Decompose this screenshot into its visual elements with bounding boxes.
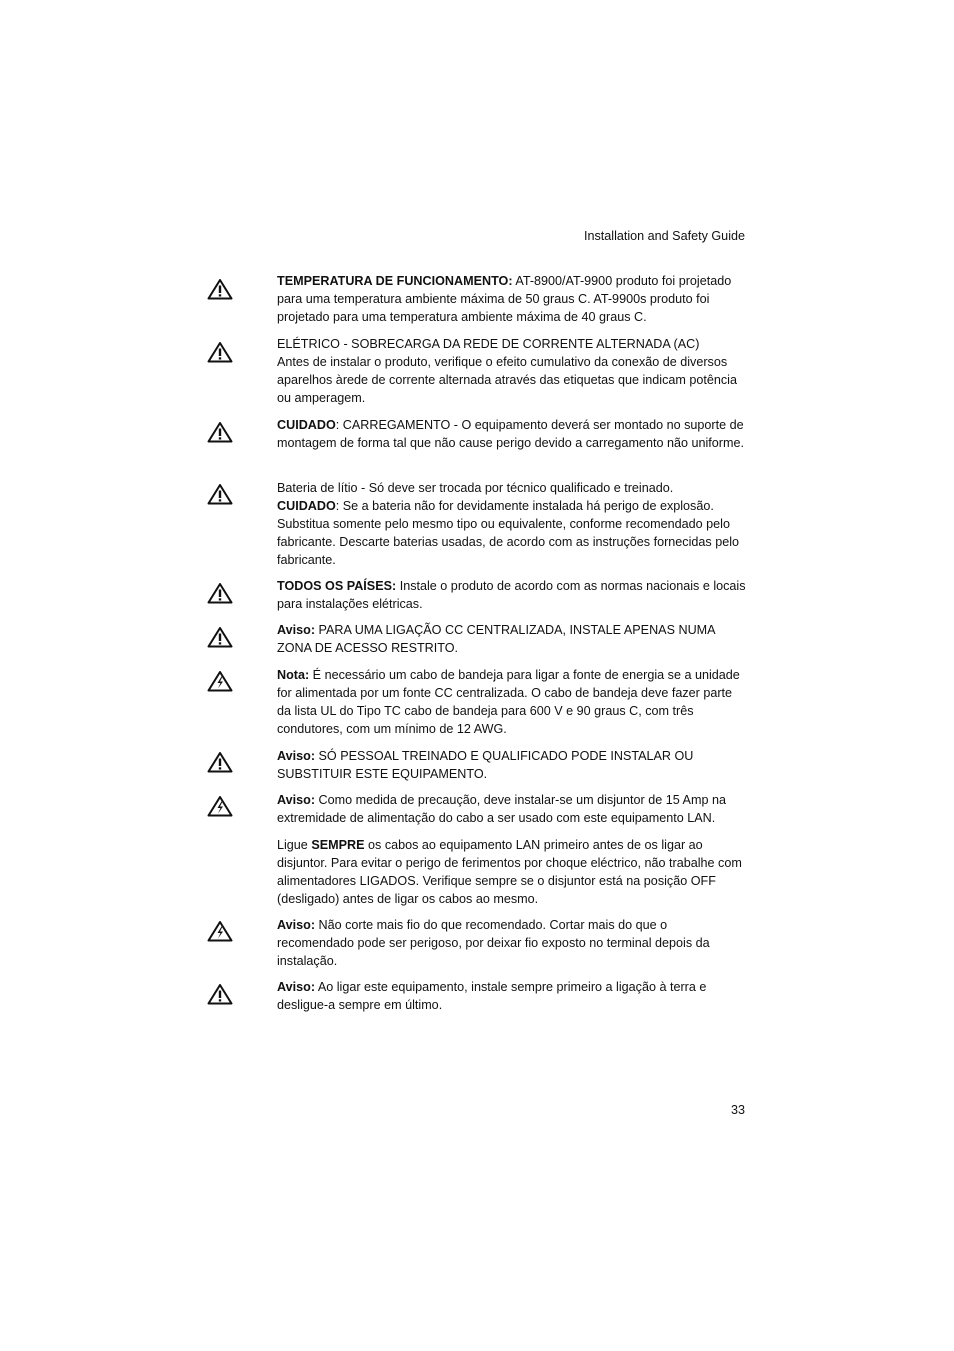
entry-text: PARA UMA LIGAÇÃO CC CENTRALIZADA, INSTALE APENAS NUMA ZONA DE ACESSO RESTRITO. [277,623,715,655]
entry-label: CUIDADO [277,418,336,432]
page-number: 33 [730,1103,745,1117]
entry-text: Antes de instalar o produto, verifique o efeito cumulativo da conexão de diversos aparelhos àrede de corrente alternada através das etiquetas que indicam potência ou amperagem. [277,355,737,405]
entry-text: Ao ligar este equipamento, instale sempre primeiro a ligação à terra e desligue-a sempre em último. [277,980,707,1012]
entry-label: Aviso: [277,980,316,994]
electrical-warning-icon [207,795,233,817]
entry-text: Como medida de precaução, deve instalar-se um disjuntor de 15 Amp na extremidade de alimentação do cabo a ser usado com este equipamento LAN. [277,793,726,825]
warning-icon [207,983,233,1005]
warning-icon [207,751,233,773]
electrical-warning-icon [207,920,233,942]
entry-heading: ELÉTRICO - SOBRECARGA DA REDE DE CORRENTE ALTERNADA (AC) [277,337,700,351]
entry-text: Não corte mais fio do que recomendado. Cortar mais do que o recomendado pode ser perigoso, por deixar fio exposto no terminal depois da instalação. [277,918,710,968]
entry-label: CUIDADO [277,499,336,513]
entry-text: Instale o produto de acordo com as normas nacionais e locais para instalações elétricas. [277,579,746,611]
warning-icon [207,483,233,505]
entry-text: AT-8900/AT-9900 produto foi projetado para uma temperatura ambiente máxima de 50 graus C. AT-9900s produto foi projetado para uma temperatura ambiente máxima de 40 graus C. [277,274,732,324]
entry-text: É necessário um cabo de bandeja para ligar a fonte de energia se a unidade for alimentada por um fonte CC centralizada. O cabo de bandeja deve fazer parte da lista UL do Tipo TC cabo de bandeja para 600 V e 90 graus C, com três condutores, com um mínimo de 12 AWG. [277,668,740,736]
entry-label: SEMPRE [311,838,365,852]
entry-label: Nota: [277,668,310,682]
running-header: Installation and Safety Guide [583,229,745,243]
entry-text: : Se a bateria não for devidamente instalada há perigo de explosão. Substitua somente pelo mesmo tipo ou equivalente, conforme recomendado pelo fabricante. Descarte baterias usadas, de acordo com as instruções fornecidas pelo fabricante. [277,499,740,567]
warning-icon [207,341,233,363]
electrical-warning-icon [207,670,233,692]
entry-label: TODOS OS PAÍSES: [277,579,397,593]
entry-label: Aviso: [277,749,316,763]
entry-label: Aviso: [277,793,316,807]
entry-heading: Bateria de lítio - Só deve ser trocada por técnico qualificado e treinado. [277,481,674,495]
entry-text: SÓ PESSOAL TREINADO E QUALIFICADO PODE INSTALAR OU SUBSTITUIR ESTE EQUIPAMENTO. [277,749,694,781]
warning-icon [207,626,233,648]
entry-label: Aviso: [277,623,316,637]
entry-label: Aviso: [277,918,316,932]
entry-label: TEMPERATURA DE FUNCIONAMENTO: [277,274,513,288]
warning-icon [207,421,233,443]
warning-icon [207,582,233,604]
entry-text: os cabos ao equipamento LAN primeiro antes de os ligar ao disjuntor. Para evitar o perigo de ferimentos por choque eléctrico, não trabalhe com alimentadores LIGADOS. Verifique sempre se o disjuntor está na posição OFF (desligado) antes de ligar os cabos ao mesmo. [277,838,742,906]
entry-prefix: Ligue [277,838,312,852]
warning-icon [207,278,233,300]
entry-text: : CARREGAMENTO - O equipamento deverá ser montado no suporte de montagem de forma tal que não cause perigo devido a carregamento não uniforme. [277,418,744,450]
